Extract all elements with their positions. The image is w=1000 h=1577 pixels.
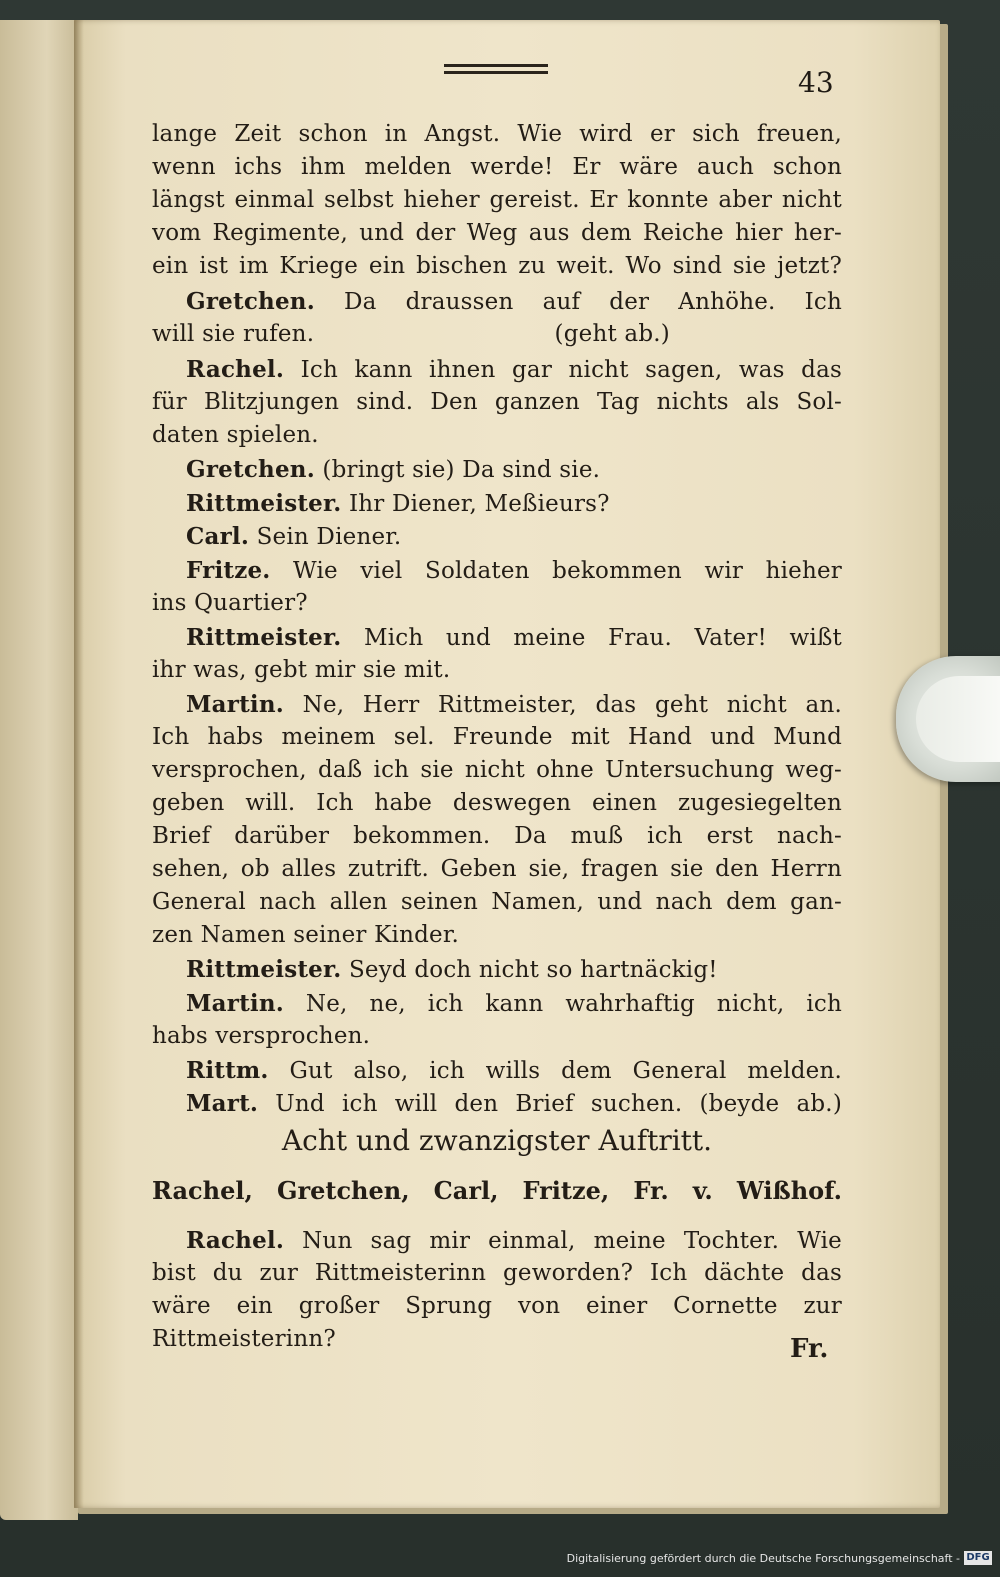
text-line: Rittmeisterinn? (152, 1326, 336, 1352)
speaker-name: Mart. (186, 1090, 259, 1117)
text-line: Carl. Sein Diener. (186, 523, 402, 550)
text-line: vom Regimente, und der Weg aus dem Reiche hier her- (152, 220, 842, 246)
speaker-name: Rittmeister. (186, 624, 342, 651)
text-line: Rachel. Nun sag mir einmal, meine Tochter. Wie (186, 1227, 842, 1254)
speaker-name: Gretchen. (186, 288, 315, 315)
text-line: Rittm. Gut also, ich wills dem General melden. (186, 1057, 842, 1084)
dfg-logo: DFG (964, 1551, 992, 1565)
footer-credit: Digitalisierung gefördert durch die Deutsche Forschungsgemeinschaft - (566, 1552, 960, 1565)
catchword: Fr. (790, 1334, 829, 1364)
speaker-name: Rittmeister. (186, 490, 342, 517)
text-line: Ich habs meinem sel. Freunde mit Hand und Mund (152, 724, 842, 750)
speaker-name: Martin. (186, 990, 284, 1017)
speaker-name: Rachel. (186, 1227, 285, 1254)
text-line: lange Zeit schon in Angst. Wie wird er sich freuen, (152, 121, 842, 147)
text-line: Martin. Ne, ne, ich kann wahrhaftig nicht, ich (186, 990, 842, 1017)
text-line: wenn ichs ihm melden werde! Er wäre auch schon (152, 154, 842, 180)
text-line: wäre ein großer Sprung von einer Cornette zur (152, 1293, 842, 1319)
text-line: Martin. Ne, Herr Rittmeister, das geht nicht an. (186, 691, 842, 718)
text-line: Rittmeister. Ihr Diener, Meßieurs? (186, 490, 610, 517)
text-line: für Blitzjungen sind. Den ganzen Tag nichts als Sol- (152, 389, 842, 415)
text-line: ein ist im Kriege ein bischen zu weit. Wo sind sie jetzt? (152, 253, 842, 279)
text-line: ins Quartier? (152, 590, 308, 616)
page-number: 43 (798, 66, 834, 99)
text-line: Gretchen. Da draussen auf der Anhöhe. Ich (186, 288, 842, 315)
text-line: sehen, ob alles zutrift. Geben sie, fragen sie den Herrn (152, 856, 842, 882)
header-rule (444, 64, 548, 74)
page-gutter (74, 20, 84, 1508)
text-line: daten spielen. (152, 422, 319, 448)
left-page-edge (0, 20, 78, 1520)
scene-heading: Acht und zwanzigster Auftritt. (281, 1124, 713, 1157)
speaker-name: Martin. (186, 691, 284, 718)
speaker-name: Rachel. (186, 356, 285, 383)
text-line: längst einmal selbst hieher gereist. Er konnte aber nicht (152, 187, 842, 213)
speaker-name: Rittmeister. (186, 956, 342, 983)
text-line: geben will. Ich habe deswegen einen zugesiegelten (152, 790, 842, 816)
page-clip-holder-inner (916, 676, 1000, 762)
text-line: Rittmeister. Seyd doch nicht so hartnäckig! (186, 956, 718, 983)
text-line: Fritze. Wie viel Soldaten bekommen wir hieher (186, 557, 842, 584)
speaker-name: Carl. (186, 523, 250, 550)
text-line: habs versprochen. (152, 1023, 371, 1049)
text-line: Brief darüber bekommen. Da muß ich erst nach- (152, 823, 842, 849)
text-line: will sie rufen. (geht ab.) (152, 321, 670, 347)
speaker-name: Gretchen. (186, 456, 315, 483)
text-line: zen Namen seiner Kinder. (152, 922, 460, 948)
text-line: General nach allen seinen Namen, und nach dem gan- (152, 889, 842, 915)
text-line: versprochen, daß ich sie nicht ohne Untersuchung weg- (152, 757, 842, 783)
speaker-name: Fritze. (186, 557, 271, 584)
text-line: bist du zur Rittmeisterinn geworden? Ich dächte das (152, 1260, 842, 1286)
scene-characters: Rachel, Gretchen, Carl, Fritze, Fr. v. Wißhof. (152, 1176, 842, 1205)
text-line: Rachel. Ich kann ihnen gar nicht sagen, was das (186, 356, 842, 383)
text-line: Gretchen. (bringt sie) Da sind sie. (186, 456, 601, 483)
text-line: Rittmeister. Mich und meine Frau. Vater! wißt (186, 624, 842, 651)
speaker-name: Rittm. (186, 1057, 269, 1084)
text-line: ihr was, gebt mir sie mit. (152, 657, 451, 683)
text-line: Mart. Und ich will den Brief suchen. (beyde ab.) (186, 1090, 842, 1117)
